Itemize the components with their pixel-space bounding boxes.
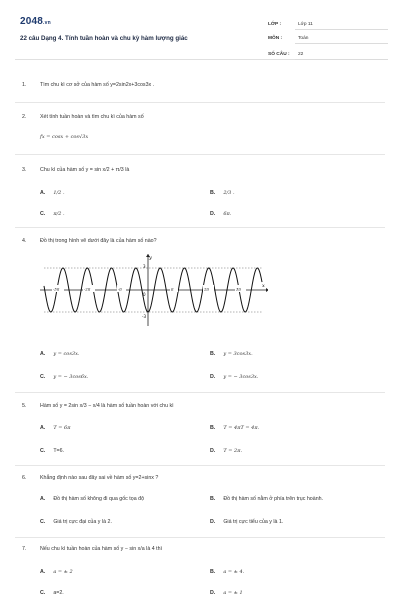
- option-text: y = 3cos3x.: [223, 351, 253, 357]
- question-divider: [15, 102, 385, 103]
- option-text: a = ± 1: [223, 590, 243, 596]
- question-text: Chu kì của hàm số y = sin x/2 + π/3 là: [40, 167, 130, 173]
- option-d[interactable]: D. Giá trị cực tiểu của y là 1.: [210, 519, 284, 525]
- question-text: Khẳng định nào sau đây sai về hàm số y=2+sinx ?: [40, 475, 159, 481]
- logo-text: 2048: [20, 16, 44, 27]
- origin-label: 0: [143, 292, 146, 297]
- site-logo[interactable]: [20, 16, 51, 28]
- cosine-graph: [40, 254, 268, 326]
- question-text: Hàm số y = 2sin x/3 − x/4 là hàm số tuần hoàn với chu kì: [40, 403, 174, 409]
- x-tick-label: -π: [118, 286, 122, 292]
- option-d[interactable]: D. y = − 3cos3x.: [210, 374, 259, 380]
- option-b[interactable]: B. Đồ thị hàm số nằm ở phía trên trục hoành.: [210, 496, 324, 502]
- option-a[interactable]: A. y = cos3x.: [40, 351, 80, 357]
- meta-mon-value: Toán: [298, 36, 309, 41]
- question-text: Tìm chu kì cơ sở của hàm số y=2sin2x+3cos3x .: [40, 82, 155, 88]
- option-a[interactable]: A. 1/2 .: [40, 190, 65, 196]
- y-tick-label: -3: [142, 314, 146, 319]
- meta-line: [295, 43, 388, 44]
- x-tick-label: 2π: [204, 286, 209, 292]
- meta-line: [295, 29, 388, 30]
- option-text: T=6.: [53, 448, 65, 454]
- meta-lop-value: Lớp 11: [298, 22, 313, 27]
- option-b[interactable]: B. 2/3 .: [210, 190, 235, 196]
- question-text: Đồ thị trong hình vẽ dưới đây là của hàm số nào?: [40, 238, 157, 244]
- question-number: 7.: [22, 546, 27, 552]
- option-text: 1/2 .: [53, 190, 65, 196]
- question-divider: [15, 465, 385, 466]
- question-number: 2.: [22, 114, 27, 120]
- question-divider: [15, 537, 385, 538]
- option-c[interactable]: C. a=2.: [40, 590, 64, 596]
- option-text: Đồ thị hàm số nằm ở phía trên trục hoành.: [223, 496, 324, 502]
- option-text: a=2.: [53, 590, 64, 596]
- option-text: 2/3 .: [223, 190, 235, 196]
- question-divider: [15, 392, 385, 393]
- option-b[interactable]: B. T = 4πT = 4π.: [210, 425, 260, 431]
- y-tick-label: 3: [143, 264, 146, 269]
- option-text: Giá trị cực tiểu của y là 1.: [223, 519, 284, 525]
- question-text: Nếu chu kì tuần hoàn của hàm số y − sin x/a là 4 thì: [40, 546, 163, 552]
- question-number: 6.: [22, 475, 27, 481]
- question-number: 5.: [22, 403, 27, 409]
- x-tick-label: 3π: [236, 286, 241, 292]
- option-text: a = ± 4.: [223, 569, 245, 575]
- option-text: T = 6π: [53, 425, 71, 431]
- document-title: 22 câu Dạng 4. Tính tuần hoàn và chu kỳ hàm lượng giác: [20, 35, 188, 42]
- option-text: y = − 3cos3x.: [223, 374, 259, 380]
- x-axis-label: x: [262, 283, 265, 289]
- question-number: 4.: [22, 238, 27, 244]
- question-number: 1.: [22, 82, 27, 88]
- meta-lop-label: LỚP :: [268, 22, 282, 27]
- option-d[interactable]: D. a = ± 1: [210, 590, 243, 596]
- option-c[interactable]: C. π/2 .: [40, 211, 65, 217]
- meta-mon-label: MÔN :: [268, 36, 283, 41]
- meta-line: [295, 59, 388, 60]
- option-c[interactable]: C. y = − 3cos6x.: [40, 374, 89, 380]
- question-divider: [15, 227, 385, 228]
- y-axis-label: y: [149, 255, 152, 261]
- option-text: Giá trị cực đại của y là 2.: [53, 519, 112, 525]
- option-c[interactable]: C. Giá trị cực đại của y là 2.: [40, 519, 112, 525]
- option-b[interactable]: B. a = ± 4.: [210, 569, 245, 575]
- meta-socau-value: 22: [298, 52, 304, 57]
- logo-suffix: .vn: [43, 20, 51, 26]
- question-number: 3.: [22, 167, 27, 173]
- option-a[interactable]: A. T = 6π: [40, 425, 71, 431]
- question-formula: fx = cosx + cos√3x: [40, 134, 89, 140]
- option-text: T = 2π.: [223, 448, 243, 454]
- option-b[interactable]: B. y = 3cos3x.: [210, 351, 253, 357]
- worksheet-header: [15, 6, 385, 60]
- meta-socau-label: SỐ CÂU :: [268, 52, 290, 57]
- x-tick-label: π: [171, 286, 174, 292]
- option-c[interactable]: C. T=6.: [40, 448, 65, 454]
- option-text: a = ± 2: [53, 569, 73, 575]
- option-d[interactable]: D. T = 2π.: [210, 448, 243, 454]
- x-tick-label: -3π: [53, 286, 60, 292]
- x-axis-arrow: [266, 288, 268, 292]
- question-divider: [15, 154, 385, 155]
- option-text: y = − 3cos6x.: [53, 374, 89, 380]
- option-text: y = cos3x.: [53, 351, 80, 357]
- option-text: Đồ thị hàm số không đi qua gốc tọa độ: [53, 496, 145, 502]
- option-text: 6π.: [223, 211, 232, 217]
- question-text: Xét tính tuần hoàn và tìm chu kì của hàm số: [40, 114, 144, 120]
- option-text: π/2 .: [53, 211, 65, 217]
- option-d[interactable]: D. 6π.: [210, 211, 232, 217]
- x-tick-label: -2π: [84, 286, 91, 292]
- option-text: T = 4πT = 4π.: [223, 425, 260, 431]
- option-a[interactable]: A. a = ± 2: [40, 569, 73, 575]
- option-a[interactable]: A. Đồ thị hàm số không đi qua gốc tọa độ: [40, 496, 145, 502]
